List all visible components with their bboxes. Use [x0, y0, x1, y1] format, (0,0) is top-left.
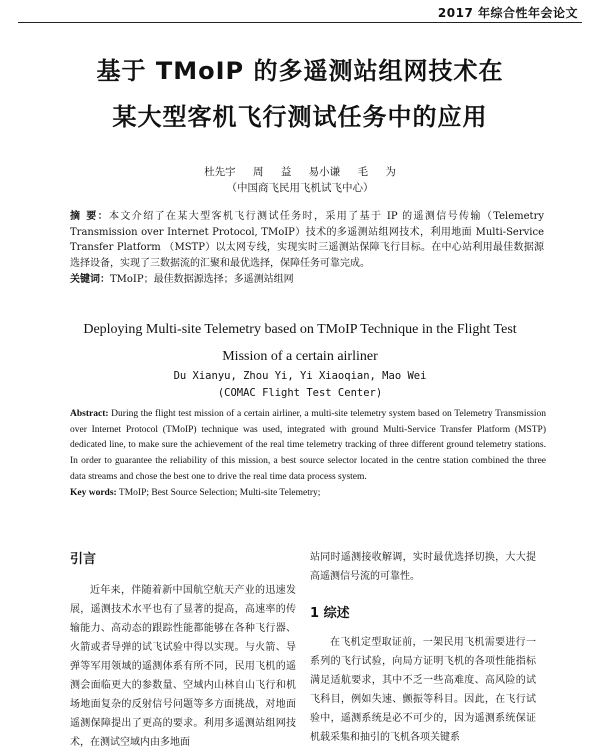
- journal-header: 2017 年综合性年会论文: [437, 6, 578, 20]
- cn-title-line2: 某大型客机飞行测试任务中的应用: [112, 103, 488, 131]
- intro-continuation: 站同时遥测接收解调，实时最优选择切换，大大提高遥测信号流的可靠性。: [310, 552, 536, 582]
- cn-keywords-text: TMoIP；最佳数据源选择；多遥测站组网: [110, 274, 294, 285]
- section1-paragraph: 在飞机定型取证前，一架民用飞机需要进行一系列的飞行试验，向局方证明飞机的各项性能指标满足适航要求，其中不乏一些高难度、高风险的试飞科目，例如失速、颤振等科目。因此，在飞行试验中，遥测系统是必不可少的，因为遥测系统保证机载采集和抽引的飞机各项关键系: [310, 637, 536, 743]
- cn-keywords: [70, 272, 544, 288]
- section1-heading: 1 综述: [310, 606, 350, 621]
- cn-abstract: [70, 209, 544, 271]
- en-abstract-text: During the flight test mission of a certain airliner, a multi-site telemetry system based on Telemetry Transmission over Internet Protocol (TMoIP) technique was used, integrated with ground Multi-Service Transfer Platform (MSTP) dedicated line, to make sure the achievement of the real time telemetry tracking of three different ground telemetry stations. In order to guarantee the reliability of this mission, a best source selector located in the centre station combined the three data streams and chose the best one to drive the real time data process system.: [70, 409, 546, 482]
- cn-keywords-label: 关键词：: [70, 274, 110, 285]
- intro-paragraph: 近年来，伴随着新中国航空航天产业的迅速发展，遥测技术水平也有了显著的提高，高速率的传输能力、高动态的跟踪性能都能够在各种飞行器、火箭或者导弹的试飞试验中得以实现。与火箭、导弹等军用领域的遥测体系有所不同，民用飞机的遥测会面临更大的参数量、空域内山林自山飞行和机场地面复杂的反射信号问题等多方面挑战，对地面遥测保障提出了更高的要求。利用多遥测站组网技术，在测试空域内由多地面: [70, 585, 296, 748]
- body-right-column: [310, 548, 536, 747]
- cn-affiliation: （中国商飞民用飞机试飞中心）: [226, 182, 374, 194]
- en-keywords-text: TMoIP; Best Source Selection; Multi-site Telemetry;: [116, 487, 321, 498]
- cn-title: [0, 48, 600, 140]
- intro-heading: 引言: [70, 552, 97, 567]
- cn-abstract-label: 摘 要：: [70, 211, 110, 222]
- en-authors: Du Xianyu, Zhou Yi, Yi Xiaoqian, Mao Wei: [173, 370, 427, 382]
- en-keywords: [70, 486, 546, 502]
- en-title-line1: Deploying Multi-site Telemetry based on TMoIP Technique in the Flight Test: [83, 322, 517, 337]
- cn-authors: 杜先宇 周 益 易小谦 毛 为: [204, 166, 396, 178]
- en-abstract-block: [70, 407, 546, 501]
- en-abstract: [70, 407, 546, 486]
- en-keywords-label: Key words:: [70, 487, 117, 498]
- en-affiliation: (COMAC Flight Test Center): [217, 387, 383, 399]
- cn-abstract-block: [70, 209, 544, 288]
- cn-title-line1: 基于 TMoIP 的多遥测站组网技术在: [96, 57, 504, 85]
- en-abstract-label: Abstract:: [70, 409, 109, 419]
- en-title-line2: Mission of a certain airliner: [222, 349, 378, 364]
- body-left-column: [70, 548, 296, 752]
- en-title: [40, 316, 560, 370]
- cn-abstract-text: 本文介绍了在某大型客机飞行测试任务时，采用了基于 IP 的遥测信号传输（Telemetry Transmission over Internet Protocol, TMoIP）技术的多遥测站组网技术，利用地面 Multi-Service Transfer Platform （MSTP）以太网专线，实现实时三遥测站保障飞行目标。在中心站利用最佳数据源选择设备，实现了三数据流的汇聚和最优选择，保障任务可靠完成。: [70, 211, 544, 269]
- header-rule: [18, 22, 582, 23]
